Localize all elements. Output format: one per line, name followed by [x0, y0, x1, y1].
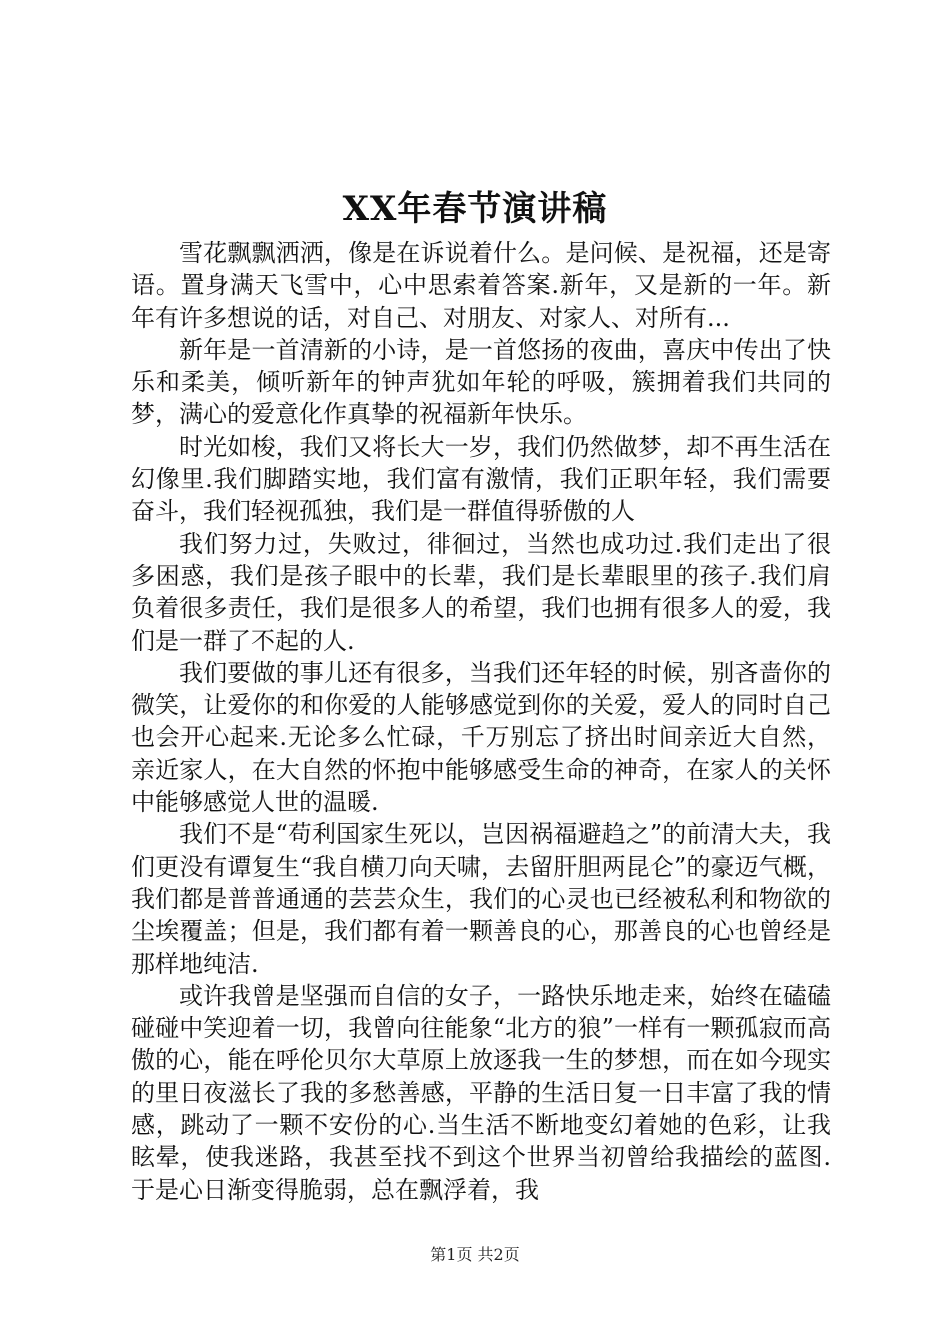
page-title: XX年春节演讲稿 — [342, 189, 608, 229]
paragraph-1: 雪花飘飘洒洒，像是在诉说着什么。是问候、是祝福，还是寄语。置身满天飞雪中，心中思索着答案.新年，又是新的一年。新年有许多想说的话，对自己、对朋友、对家人、对所有... — [131, 239, 831, 332]
paragraph-3: 时光如梭，我们又将长大一岁，我们仍然做梦，却不再生活在幻像里.我们脚踏实地，我们富有激情，我们正职年轻，我们需要奋斗，我们轻视孤独，我们是一群值得骄傲的人 — [131, 432, 831, 526]
paragraph-2: 新年是一首清新的小诗，是一首悠扬的夜曲，喜庆中传出了快乐和柔美，倾听新年的钟声犹如年轮的呼吸，簇拥着我们共同的梦，满心的爱意化作真挚的祝福新年快乐。 — [131, 335, 831, 429]
page-footer: 第1页 共2页 — [430, 1245, 520, 1264]
document-body — [131, 237, 831, 1206]
paragraph-5: 我们要做的事儿还有很多，当我们还年轻的时候，别吝啬你的微笑，让爱你的和你爱的人能够感觉到你的关爱，爱人的同时自己也会开心起来.无论多么忙碌，千万别忘了挤出时间亲近大自然，亲近家人，在大自然的怀抱中能够感受生命的神奇，在家人的关怀中能够感觉人世的温暖. — [131, 658, 831, 817]
paragraph-7: 或许我曾是坚强而自信的女子，一路快乐地走来，始终在磕磕碰碰中笑迎着一切，我曾向往能象“北方的狼”一样有一颗孤寂而高傲的心，能在呼伦贝尔大草原上放逐我一生的梦想，而在如今现实的里日夜滋长了我的多愁善感，平静的生活日复一日丰富了我的情感，跳动了一颗不安份的心.当生活不断地变幻着她的色彩，让我眩晕，使我迷路，我甚至找不到这个世界当初曾给我描绘的蓝图.于是心日渐变得脆弱，总在飘浮着，我 — [131, 981, 831, 1204]
paragraph-6: 我们不是“苟利国家生死以，岂因祸福避趋之”的前清大夫，我们更没有谭复生“我自横刀向天啸，去留肝胆两昆仑”的豪迈气概，我们都是普普通通的芸芸众生，我们的心灵也已经被私利和物欲的尘埃覆盖；但是，我们都有着一颗善良的心，那善良的心也曾经是那样地纯洁. — [131, 820, 831, 978]
paragraph-4: 我们努力过，失败过，徘徊过，当然也成功过.我们走出了很多困惑，我们是孩子眼中的长辈，我们是长辈眼里的孩子.我们肩负着很多责任，我们是很多人的希望，我们也拥有很多人的爱，我们是一群了不起的人. — [131, 529, 831, 655]
